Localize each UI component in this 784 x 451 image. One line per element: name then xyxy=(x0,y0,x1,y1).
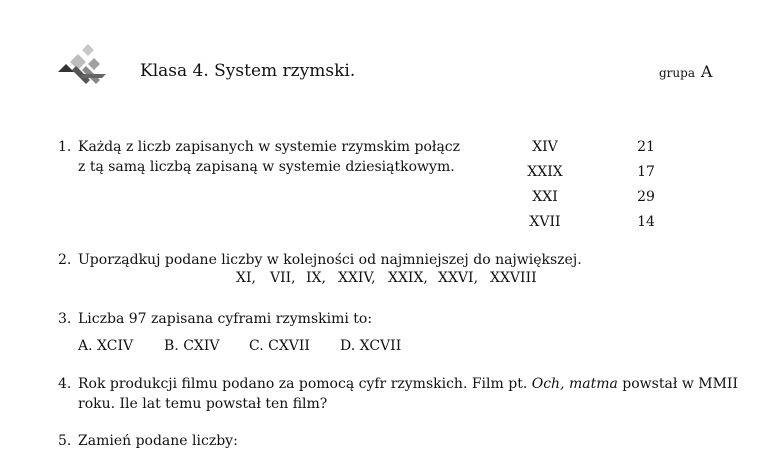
task1-arabic-4: 14 xyxy=(637,214,655,230)
task1-arabic-1: 21 xyxy=(637,139,655,155)
task1-roman-2: XXIX xyxy=(527,164,563,180)
task1-roman-3: XXI xyxy=(532,189,558,205)
sequence-item: XXIV, xyxy=(338,270,376,286)
task4-text-before: Rok produkcji filmu podano za pomocą cyfr rzymskich. Film pt. xyxy=(78,376,532,392)
sequence-item: VII, xyxy=(270,270,296,286)
task4-number: 4. xyxy=(58,376,72,392)
task4-line2: roku. Ile lat temu powstał ten film? xyxy=(78,396,328,412)
sequence-item: XXVIII xyxy=(490,270,537,286)
group-label-text: grupa xyxy=(659,66,695,80)
option-d: D. XCVII xyxy=(340,338,402,354)
task5-number: 5. xyxy=(58,433,72,449)
task2-sequence xyxy=(236,268,537,288)
task1-arabic-3: 29 xyxy=(637,189,655,205)
task1-arabic-2: 17 xyxy=(637,164,655,180)
sequence-item: XI, xyxy=(236,270,256,286)
task1-line1: Każdą z liczb zapisanych w systemie rzymskim połącz xyxy=(78,139,461,155)
group-letter: A xyxy=(700,62,713,81)
option-c: C. CXVII xyxy=(249,338,310,354)
option-a: A. XCIV xyxy=(78,338,134,354)
task3-number: 3. xyxy=(58,311,72,327)
task5-text: Zamień podane liczby: xyxy=(78,433,238,449)
option-b: B. CXIV xyxy=(164,338,220,354)
sequence-item: XXVI, xyxy=(438,270,479,286)
task1-roman-4: XVII xyxy=(529,214,561,230)
film-title: Och, matma xyxy=(531,376,618,392)
task4-text-after: powstał w MMII xyxy=(617,376,738,392)
task4-line1 xyxy=(78,374,738,394)
sequence-item: IX, xyxy=(306,270,326,286)
logo-icon xyxy=(56,42,108,88)
task1-roman-1: XIV xyxy=(532,139,558,155)
page-title: Klasa 4. System rzymski. xyxy=(140,61,356,81)
group-label xyxy=(659,62,712,83)
task2-number: 2. xyxy=(58,252,72,268)
task3-text: Liczba 97 zapisana cyframi rzymskimi to: xyxy=(78,311,373,327)
sequence-item: XXIX, xyxy=(388,270,428,286)
task1-number: 1. xyxy=(58,139,72,155)
task2-text: Uporządkuj podane liczby w kolejności od najmniejszej do największej. xyxy=(78,252,582,268)
task1-line2: z tą samą liczbą zapisaną w systemie dziesiątkowym. xyxy=(78,159,455,175)
